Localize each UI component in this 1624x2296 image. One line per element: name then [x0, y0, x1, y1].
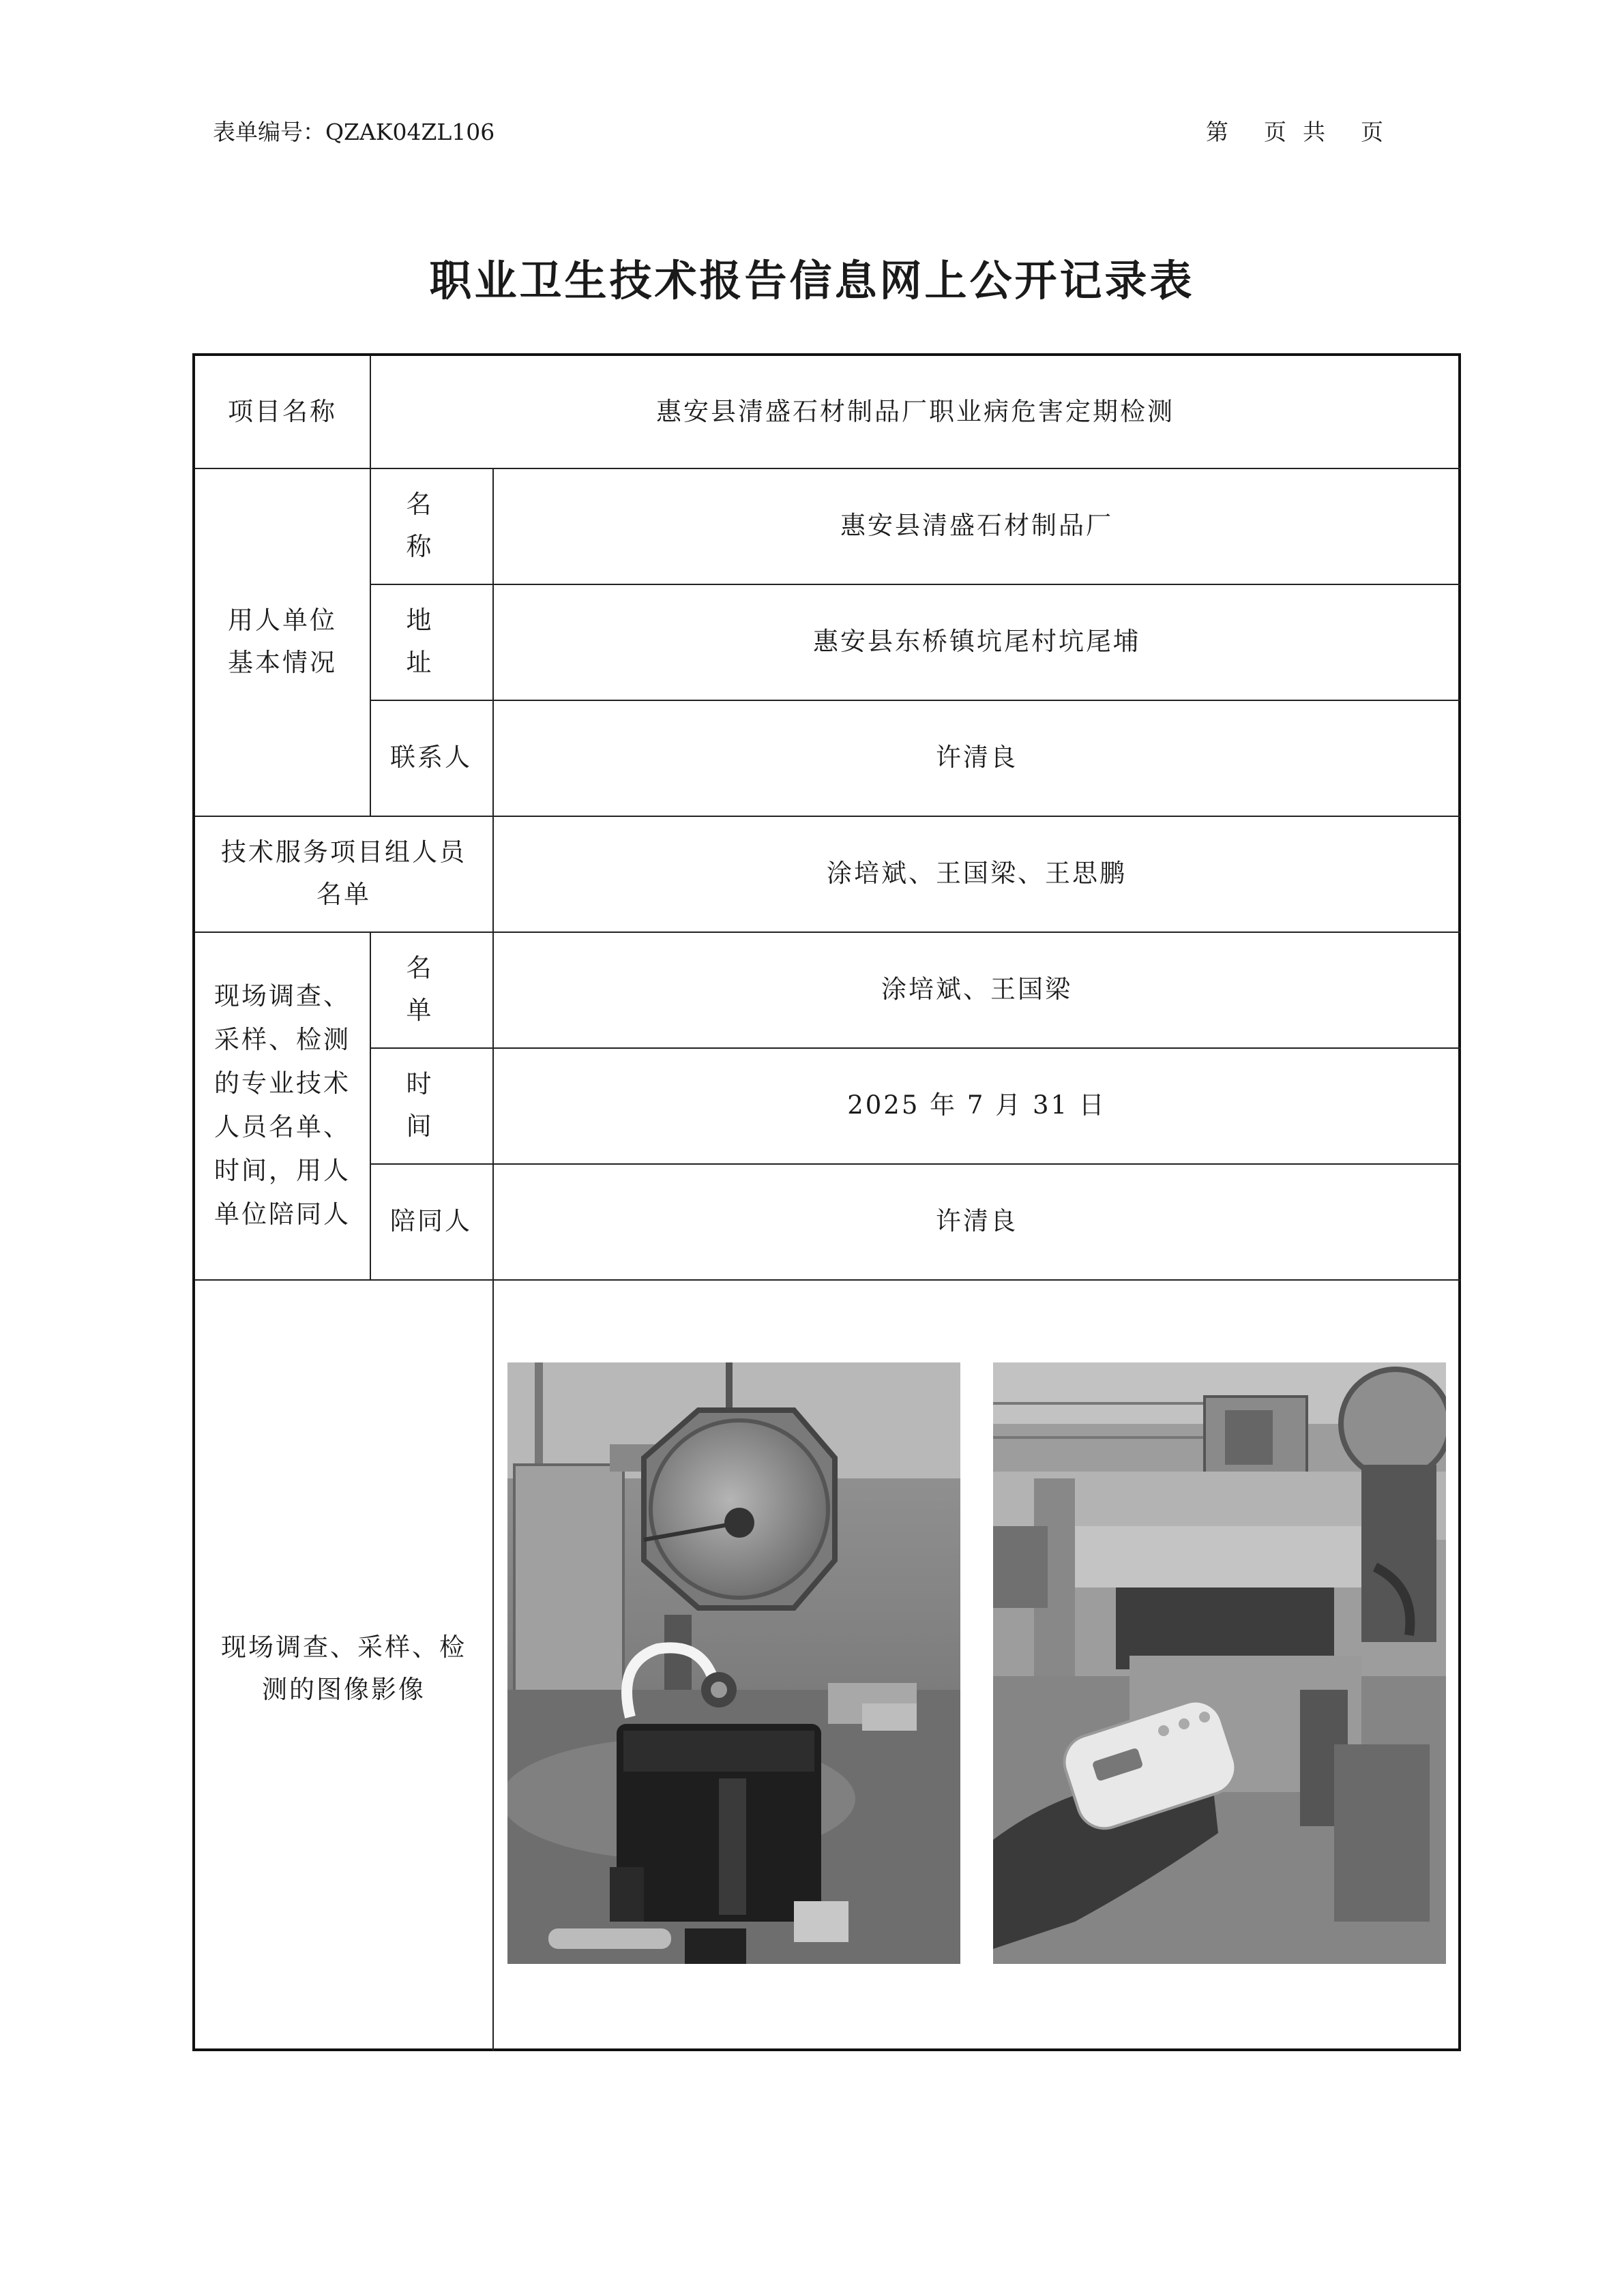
- time-value: 2025 年 7 月 31 日: [847, 1090, 1106, 1120]
- escort-value: 许清良: [936, 1206, 1018, 1236]
- page-di: 第: [1206, 119, 1228, 145]
- contact-label: 联系人: [390, 743, 472, 772]
- form-number: 表单编号：QZAK04ZL106: [213, 119, 495, 145]
- project-name-label: 项目名称: [228, 397, 337, 426]
- team-value: 涂培斌、王国梁、王思鹏: [827, 859, 1127, 888]
- images-label: [195, 1279, 492, 2051]
- survey-label-line: 人员名单、: [214, 1112, 351, 1142]
- images-label-line: 测的图像影像: [262, 1675, 426, 1704]
- survey-label-line: 现场调查、: [214, 981, 351, 1011]
- survey-label: [195, 931, 370, 1279]
- site-photo-instrument: [993, 1362, 1446, 1964]
- escort-label: 陪同人: [390, 1206, 472, 1236]
- page-ye2: 页: [1361, 119, 1383, 145]
- time-label: 时 间: [406, 1069, 456, 1141]
- survey-label-line: 时间，用人: [214, 1156, 351, 1185]
- page-gong: 共: [1303, 119, 1325, 145]
- address-label: 地 址: [406, 606, 456, 677]
- project-name-value: 惠安县清盛石材制品厂职业病危害定期检测: [656, 397, 1175, 426]
- name-value: 惠安县清盛石材制品厂: [840, 511, 1113, 540]
- name-label: 名 称: [406, 490, 456, 561]
- document-title: 职业卫生技术报告信息网上公开记录表: [429, 256, 1195, 305]
- site-photo-sampler: [507, 1362, 960, 1964]
- survey-label-line: 单位陪同人: [214, 1199, 351, 1229]
- survey-label-line: 的专业技术: [214, 1069, 351, 1098]
- site-photo-sampler-image: [507, 1362, 960, 1964]
- list-label: 名 单: [406, 953, 456, 1025]
- record-table: [192, 353, 1461, 2051]
- address-value: 惠安县东桥镇坑尾村坑尾埔: [813, 627, 1140, 656]
- page-ye: 页: [1264, 119, 1286, 145]
- survey-label-line: 采样、检测: [214, 1025, 351, 1054]
- team-label-line: 技术服务项目组人员: [221, 837, 467, 867]
- employer-label-line: 基本情况: [228, 648, 337, 677]
- list-value: 涂培斌、王国梁: [881, 974, 1072, 1004]
- employer-label: [195, 468, 370, 816]
- team-label-line: 名单: [316, 880, 371, 909]
- page-indicator: [1206, 115, 1383, 147]
- employer-label-line: 用人单位: [228, 606, 337, 635]
- contact-value: 许清良: [936, 743, 1018, 772]
- team-label: [195, 816, 492, 931]
- images-label-line: 现场调查、采样、检: [221, 1632, 467, 1662]
- site-photo-instrument-image: [993, 1362, 1446, 1964]
